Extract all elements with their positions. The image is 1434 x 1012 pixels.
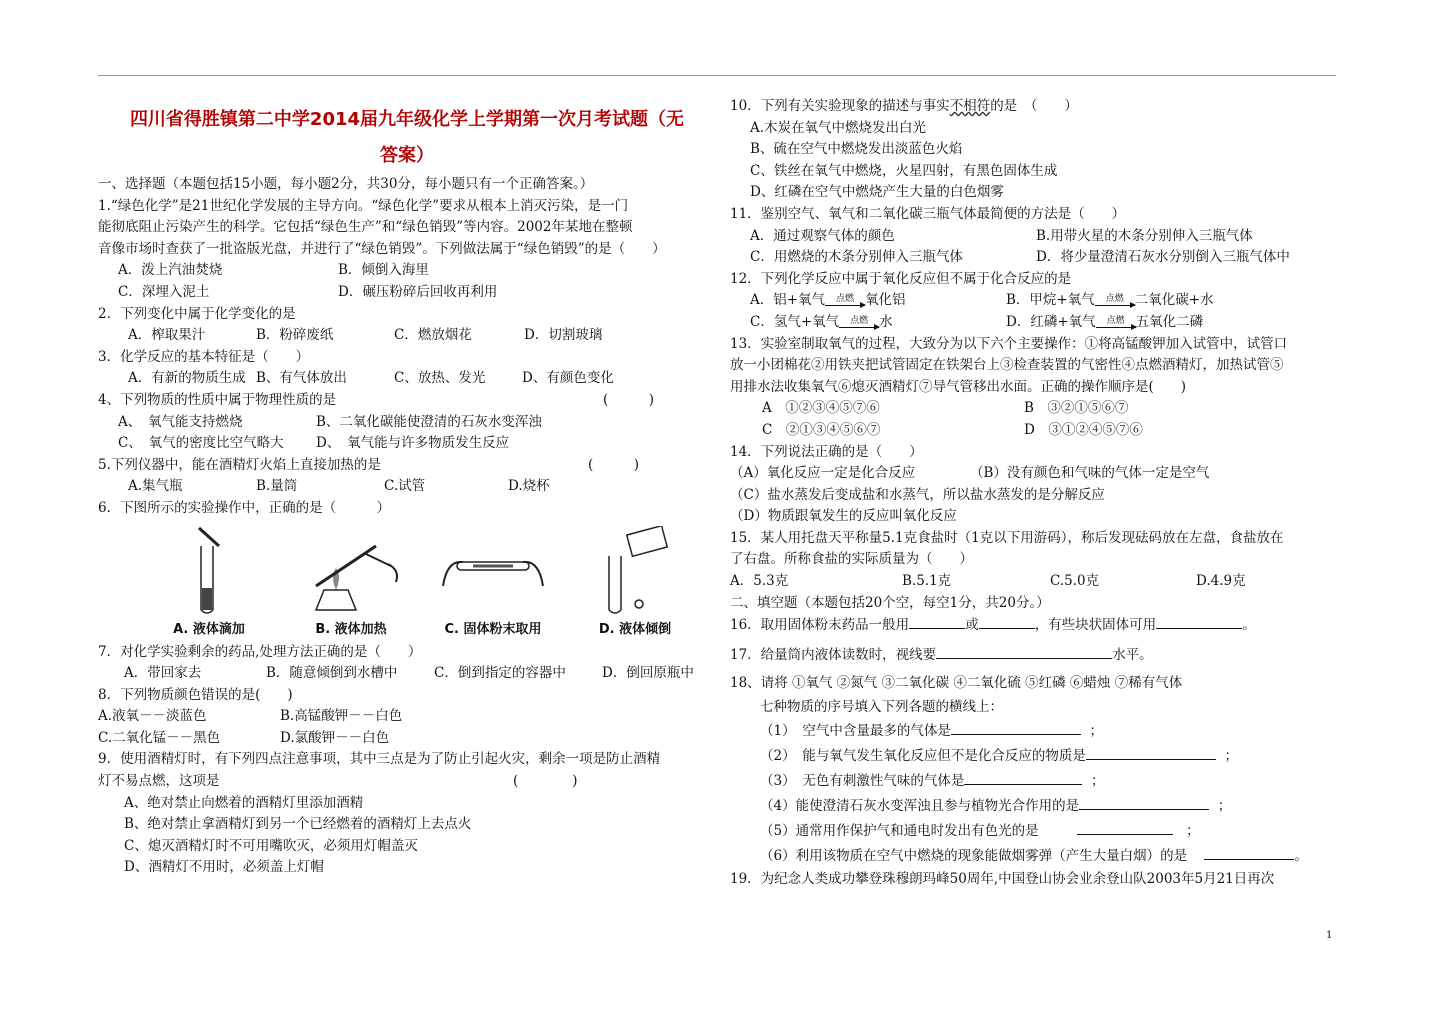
question-text: 11．鉴别空气、氧气和二氧化碳三瓶气体最简便的方法是（ ）: [730, 205, 1126, 222]
option-row: [730, 571, 1340, 593]
answer-blank[interactable]: [1086, 745, 1216, 760]
option: B、绝对禁止拿酒精灯到另一个已经燃着的酒精灯上去点火: [124, 816, 472, 833]
option: A．泼上汽油焚烧: [118, 262, 223, 279]
option: A.集气瓶: [128, 478, 183, 495]
option: A．铝+氧气 点燃 氧化铝: [750, 292, 906, 309]
answer-blank[interactable]: [1156, 614, 1242, 629]
answer-blank[interactable]: [1204, 845, 1294, 860]
option: C．用燃烧的木条分别伸入三瓶气体: [750, 249, 963, 266]
answer-blank[interactable]: [1079, 795, 1209, 810]
sub-question: （1） 空气中含量最多的气体是 ；: [730, 719, 1340, 744]
option-row: [98, 728, 716, 750]
option: A.液氧－－淡蓝色: [98, 708, 207, 725]
option: （D）物质跟氧发生的反应叫氧化反应: [730, 508, 957, 525]
figure-liquid-pouring: [564, 526, 706, 642]
figure-caption: C. 固体粉末取用: [444, 621, 542, 637]
option: A．5.3克: [730, 573, 789, 590]
option: D、 氧气能与许多物质发生反应: [316, 435, 510, 452]
option: B．甲烷+氧气 点燃 二氧化碳+水: [1006, 292, 1214, 309]
option: C、熄灭酒精灯时不可用嘴吹灭，必须用灯帽盖灭: [124, 837, 418, 854]
option-row: [98, 706, 716, 728]
option: A、绝对禁止向燃着的酒精灯里添加酒精: [124, 794, 364, 811]
option: A．榨取果汁: [128, 327, 206, 344]
option: C、放热、发光: [394, 370, 486, 387]
sub-question: （2） 能与氧气发生氧化反应但不是化合反应的物质是 ；: [730, 744, 1340, 769]
right-column: [730, 96, 1340, 891]
question-text: 音像市场时查获了一批盗版光盘，并进行了“绿色销毁”。下列做法属于“绿色销毁”的是（ ）: [98, 240, 666, 257]
answer-blank[interactable]: [936, 644, 1112, 659]
figure-caption: B. 液体加热: [315, 621, 387, 637]
option: A．通过观察气体的颜色: [750, 227, 895, 244]
option: D、酒精灯不用时，必须盖上灯帽: [124, 859, 324, 876]
burner-icon: [296, 526, 406, 614]
question-text: 放一小团棉花②用铁夹把试管固定在铁架台上③检查装置的气密性④点燃酒精灯，加热试管⑤: [730, 357, 1284, 374]
question-text: 17．给量筒内液体读数时，视线要 水平。: [730, 644, 1340, 666]
question-text: 能彻底阻止污染产生的科学。它包括“绿色生产”和“绿色销毁”等内容。2002年某地在整顿: [98, 219, 633, 236]
question-text: 14．下列说法正确的是（ ）: [730, 443, 923, 460]
option: C．氢气+氧气 点燃 水: [750, 313, 893, 330]
question-text: 19．为纪念人类成功攀登珠穆朗玛峰50周年,中国登山协会业余登山队2003年5月21日再次: [730, 871, 1275, 888]
option-row: [98, 663, 716, 685]
question-text: 13．实验室制取氧气的过程，大致分为以下六个主要操作：①将高锰酸钾加入试管中，试管口: [730, 335, 1288, 352]
option-row: [730, 247, 1340, 269]
option-row: [98, 325, 716, 347]
option: C．燃放烟花: [394, 327, 472, 344]
question-text: 了右盘。所称食盐的实际质量为（ ）: [730, 551, 973, 568]
option: A．有新的物质生成: [128, 370, 246, 387]
option: B、二氧化碳能使澄清的石灰水变浑浊: [316, 413, 542, 430]
question-text: 12．下列化学反应中属于氧化反应但不属于化合反应的是: [730, 270, 1072, 287]
option: C．深埋入泥土: [118, 283, 210, 300]
experiment-figures: [138, 526, 716, 642]
question-text: 灯不易点燃，这项是 ( ): [98, 773, 578, 790]
question-text: 8．下列物质颜色错误的是( ): [98, 686, 293, 703]
page-number: 1: [1326, 930, 1333, 941]
question-text: 16．取用固体粉末药品一般用 或 ，有些块状固体可用 。: [730, 614, 1340, 636]
option: B ③②①⑤⑥⑦: [1024, 400, 1129, 417]
option: D ③①②④⑤⑦⑥: [1024, 421, 1143, 438]
option: D.4.9克: [1196, 573, 1246, 590]
dropper-icon: [179, 526, 239, 614]
option: C、 氧气的密度比空气略大: [118, 435, 284, 452]
option-row: [730, 290, 1340, 312]
answer-blank[interactable]: [979, 614, 1035, 629]
bottle-pour-icon: [595, 526, 675, 614]
option-row: [98, 433, 716, 455]
option: B.用带火星的木条分别伸入三瓶气体: [1036, 227, 1253, 244]
option: D、红磷在空气中燃烧产生大量的白色烟雾: [750, 184, 1004, 201]
option: D．红磷+氧气 点燃 五氧化二磷: [1006, 313, 1204, 330]
option-row: [98, 282, 716, 304]
option: A、 氧气能支持燃烧: [118, 413, 243, 430]
option: B．粉碎废纸: [256, 327, 334, 344]
header-rule: [98, 75, 1336, 76]
figure-caption: A. 液体滴加: [173, 621, 245, 637]
sub-question: （5）通常用作保护气和通电时发出有色光的是 ；: [730, 819, 1340, 844]
question-text: 用排水法收集氧气⑥熄灭酒精灯⑦导气管移出水面。正确的操作顺序是( ): [730, 378, 1187, 395]
section-heading: 二、填空题（本题包括20个空，每空1分，共20分。）: [730, 594, 1050, 611]
reaction-arrow: 点燃: [1095, 295, 1135, 306]
section-heading: 一、选择题（本题包括15小题，每小题2分，共30分，每小题只有一个正确答案。）: [98, 176, 594, 192]
sub-question: （3） 无色有刺激性气味的气体是 ；: [730, 769, 1340, 794]
option: B、硫在空气中燃烧发出淡蓝色火焰: [750, 141, 963, 158]
option: D．碾压粉碎后回收再利用: [338, 283, 498, 300]
answer-blank[interactable]: [1077, 820, 1173, 835]
emphasis-text: 不相符: [949, 98, 991, 114]
option: D、有颜色变化: [522, 370, 614, 387]
question-text: 9．使用酒精灯时，有下列四点注意事项，其中三点是为了防止引起火灾，剩余一项是防止酒精: [98, 751, 661, 768]
question-text: 3．化学反应的基本特征是（ ）: [98, 348, 310, 365]
reaction-arrow: 点燃: [825, 295, 865, 306]
question-text: 七种物质的序号填入下列各题的横线上：: [760, 699, 1003, 716]
page-title: 四川省得胜镇第二中学2014届九年级化学上学期第一次月考试题（无 答案）: [129, 109, 685, 166]
option: D．倒回原瓶中: [602, 665, 694, 682]
question-text: 1.“绿色化学”是21世纪化学发展的主导方向。“绿色化学”要求从根本上消灭污染，是一门: [98, 197, 629, 214]
answer-blank[interactable]: [909, 614, 965, 629]
answer-blank[interactable]: [964, 770, 1082, 785]
hands-tube-icon: [433, 526, 553, 614]
option: D．切割玻璃: [524, 327, 603, 344]
option: B.量筒: [256, 478, 298, 495]
option: D.烧杯: [508, 478, 550, 495]
sub-question: （6）利用该物质在空气中燃烧的现象能做烟雾弹（产生大量白烟）的是 。: [730, 844, 1340, 869]
option: B.高锰酸钾－－白色: [280, 708, 403, 725]
sub-question: （4）能使澄清石灰水变浑浊且参与植物光合作用的是 ；: [730, 794, 1340, 819]
option: A ①②③④⑤⑦⑥: [762, 400, 880, 417]
option: B．随意倾倒到水槽中: [266, 665, 398, 682]
question-text: 10．下列有关实验现象的描述与事实不相符的是 （ ）: [730, 98, 1078, 114]
option: A.木炭在氧气中燃烧发出白光: [750, 119, 927, 136]
question-text: 15．某人用托盘天平称量5.1克食盐时（1克以下用游码），称后发现砝码放在左盘，食盐放在: [730, 529, 1284, 546]
figure-liquid-heating: [280, 526, 422, 642]
option-row: [730, 420, 1340, 442]
option: B.5.1克: [902, 573, 952, 590]
option: （C）盐水蒸发后变成盐和水蒸气，所以盐水蒸发的是分解反应: [730, 486, 1105, 503]
option: C.5.0克: [1050, 573, 1100, 590]
option: C.二氧化锰－－黑色: [98, 729, 221, 746]
option: B．倾倒入海里: [338, 262, 429, 279]
option: B、有气体放出: [256, 370, 347, 387]
option-row: [730, 398, 1340, 420]
option-row: [98, 260, 716, 282]
option: （A）氧化反应一定是化合反应: [730, 465, 916, 482]
question-text: 4、下列物质的性质中属于物理性质的是 ( ): [98, 391, 655, 408]
option: C ②①③④⑤⑥⑦: [762, 421, 881, 438]
option-row: [730, 312, 1340, 334]
option-row: [98, 368, 716, 390]
question-text: 7．对化学实验剩余的药品,处理方法正确的是（ ）: [98, 643, 422, 660]
left-column: [98, 90, 716, 879]
option-row: [98, 476, 716, 498]
option: D.氯酸钾－－白色: [280, 729, 390, 746]
reaction-arrow: 点燃: [839, 317, 879, 328]
option-row: [730, 463, 1340, 485]
answer-blank[interactable]: [951, 720, 1081, 735]
option: C、铁丝在氧气中燃烧，火星四射，有黑色固体生成: [750, 162, 1058, 179]
option: C.试管: [384, 478, 426, 495]
question-text: 5.下列仪器中，能在酒精灯火焰上直接加热的是 ( ): [98, 456, 640, 473]
option: （B）没有颜色和气味的气体一定是空气: [970, 465, 1210, 482]
figure-powder-taking: [422, 526, 564, 642]
reaction-arrow: 点燃: [1096, 317, 1136, 328]
question-text: 18、请将 ①氧气 ②氮气 ③二氧化碳 ④二氧化硫 ⑤红磷 ⑥蜡烛 ⑦稀有气体: [730, 675, 1183, 692]
option-row: [730, 226, 1340, 248]
question-text: 6．下图所示的实验操作中，正确的是（ ）: [98, 499, 391, 516]
option-row: [98, 412, 716, 434]
question-text: 2．下列变化中属于化学变化的是: [98, 305, 296, 322]
figure-caption: D. 液体倾倒: [598, 621, 672, 637]
option: A．带回家去: [124, 665, 202, 682]
option: C．倒到指定的容器中: [434, 665, 566, 682]
option: D．将少量澄清石灰水分别倒入三瓶气体中: [1036, 249, 1290, 266]
figure-liquid-dropping: [138, 526, 280, 642]
